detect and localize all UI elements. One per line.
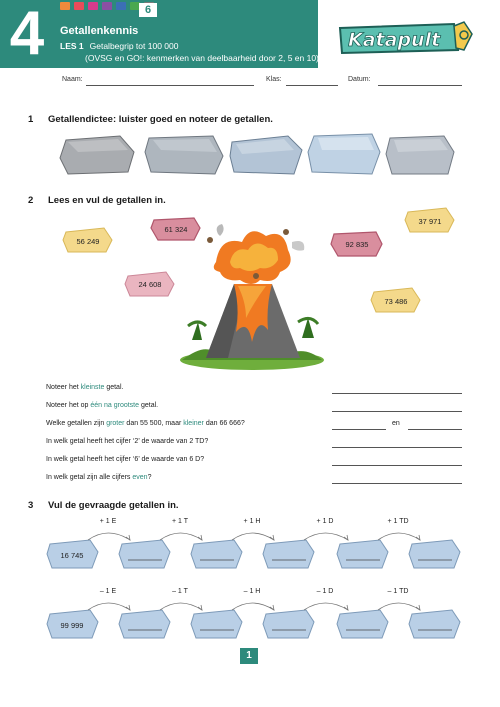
operation-label: + 1 D [316, 518, 334, 525]
operation-label: + 1 T [171, 518, 189, 525]
page-header [0, 0, 500, 68]
answer-field[interactable] [332, 429, 386, 430]
operation-label: + 1 E [99, 518, 117, 525]
question-fragment: ? [147, 474, 152, 481]
exercise-3-title: Vul de gevraagde getallen in. [48, 500, 179, 511]
answer-stone[interactable] [336, 538, 390, 570]
answer-stone[interactable] [336, 608, 390, 640]
operation-label: – 1 T [172, 588, 188, 595]
lesson-title: Getallenkennis [60, 25, 139, 37]
number-stone [150, 216, 202, 242]
lesson-subtitle [60, 41, 178, 51]
number-stone [404, 206, 456, 234]
highlight-word: even [132, 474, 148, 481]
answer-field[interactable] [332, 483, 462, 484]
arrow-icon [376, 528, 424, 542]
answer-stone[interactable] [262, 538, 316, 570]
question-fragment: Noteer het [46, 384, 81, 391]
answer-stone[interactable] [408, 608, 462, 640]
arrow-icon [158, 528, 206, 542]
katapult-logo [336, 20, 476, 56]
answer-field[interactable] [332, 447, 462, 448]
stone-value: 24 608 [138, 280, 162, 289]
arrow-icon [302, 528, 352, 542]
number-stone [370, 286, 422, 314]
logo-text: Katapult [348, 29, 441, 51]
start-value: 16 745 [60, 551, 84, 560]
exercise-1-title: Getallendictee: luister goed en noteer de getallen. [48, 114, 273, 125]
arrow-icon [302, 598, 352, 612]
arrow-icon [230, 598, 278, 612]
operation-label: – 1 TD [387, 588, 409, 595]
start-value: 99 999 [60, 621, 84, 630]
question-fragment: In welk getal heeft het cijfer ‘6’ de waarde van 6 D? [46, 456, 205, 463]
arrow-icon [86, 598, 134, 612]
answer-stone[interactable] [262, 608, 316, 640]
naam-label: Naam: [62, 76, 83, 83]
question-fragment: Welke getallen zijn [46, 420, 107, 427]
naam-field[interactable] [86, 85, 254, 86]
answer-stone[interactable] [190, 538, 244, 570]
datum-field[interactable] [378, 85, 462, 86]
stone-value: 73 486 [384, 297, 408, 306]
stone-value: 37 971 [418, 217, 442, 226]
volcano-illustration [176, 222, 328, 372]
highlight-word: groter [106, 420, 125, 427]
block-chip-number: 6 [139, 3, 157, 17]
color-chip [60, 2, 70, 10]
block-number: 4 [9, 0, 45, 68]
dictation-stone[interactable] [58, 134, 136, 176]
question-text [46, 402, 158, 409]
exercise-2-number: 2 [28, 195, 34, 206]
operation-label: + 1 H [243, 518, 261, 525]
number-stone [330, 230, 384, 258]
lesson-note: (OVSG en GO!: kenmerken van deelbaarheid door 2, 5 en 10) [85, 53, 319, 63]
highlight-word: kleiner [183, 420, 204, 427]
answer-stone[interactable] [118, 608, 172, 640]
operation-label: – 1 E [99, 588, 117, 595]
operation-label: + 1 TD [387, 518, 409, 525]
highlight-word: één na grootste [90, 402, 140, 409]
question-fragment: Noteer het op [46, 402, 91, 409]
answer-stone[interactable] [408, 538, 462, 570]
color-chip [74, 2, 84, 10]
dictation-stone[interactable] [384, 134, 456, 176]
question-text [46, 384, 123, 391]
answer-field[interactable] [332, 393, 462, 394]
operation-label: – 1 H [243, 588, 261, 595]
question-text [46, 420, 245, 427]
operation-label: – 1 D [316, 588, 334, 595]
arrow-icon [376, 598, 424, 612]
dictation-stone[interactable] [143, 134, 225, 176]
question-text [46, 438, 208, 445]
arrow-icon [230, 528, 278, 542]
answer-field[interactable] [408, 429, 462, 430]
question-text [46, 456, 204, 463]
color-chip [102, 2, 112, 10]
start-stone [46, 608, 100, 640]
question-row [46, 402, 466, 414]
number-stone [124, 270, 176, 298]
question-row [46, 384, 466, 396]
stone-value: 61 324 [164, 225, 188, 234]
question-fragment: In welk getal heeft het cijfer ‘2’ de waarde van 2 TD? [46, 438, 209, 445]
klas-label: Klas: [266, 76, 282, 83]
student-info-row [56, 76, 476, 90]
les-title: Getalbegrip tot 100 000 [89, 41, 179, 51]
exercise-2-title: Lees en vul de getallen in. [48, 195, 166, 206]
les-label: LES 1 [60, 41, 84, 51]
arrow-icon [86, 528, 134, 542]
color-chip [116, 2, 126, 10]
stone-value: 92 835 [345, 240, 369, 249]
answer-field[interactable] [332, 465, 462, 466]
question-row [46, 438, 466, 450]
color-chip [88, 2, 98, 10]
start-stone [46, 538, 100, 570]
answer-stone[interactable] [190, 608, 244, 640]
question-fragment: dan 66 666? [203, 420, 245, 427]
question-text [46, 474, 151, 481]
question-row [46, 474, 466, 486]
question-row [46, 420, 466, 432]
arrow-icon [158, 598, 206, 612]
dictation-stone[interactable] [228, 134, 304, 176]
answer-stone[interactable] [118, 538, 172, 570]
question-fragment: getal. [104, 384, 124, 391]
klas-field[interactable] [286, 85, 338, 86]
question-fragment: In welk getal zijn alle cijfers [46, 474, 133, 481]
datum-label: Datum: [348, 76, 371, 83]
question-fragment: getal. [139, 402, 159, 409]
question-row [46, 456, 466, 468]
stone-value: 56 249 [76, 237, 100, 246]
page-number: 1 [240, 648, 258, 664]
exercise-1-number: 1 [28, 114, 34, 125]
number-stone [62, 226, 114, 254]
highlight-word: kleinste [80, 384, 105, 391]
question-fragment: dan 55 500, maar [124, 420, 184, 427]
dictation-stone[interactable] [306, 132, 382, 176]
exercise-3-number: 3 [28, 500, 34, 511]
answer-field[interactable] [332, 411, 462, 412]
and-label: en [392, 420, 400, 427]
